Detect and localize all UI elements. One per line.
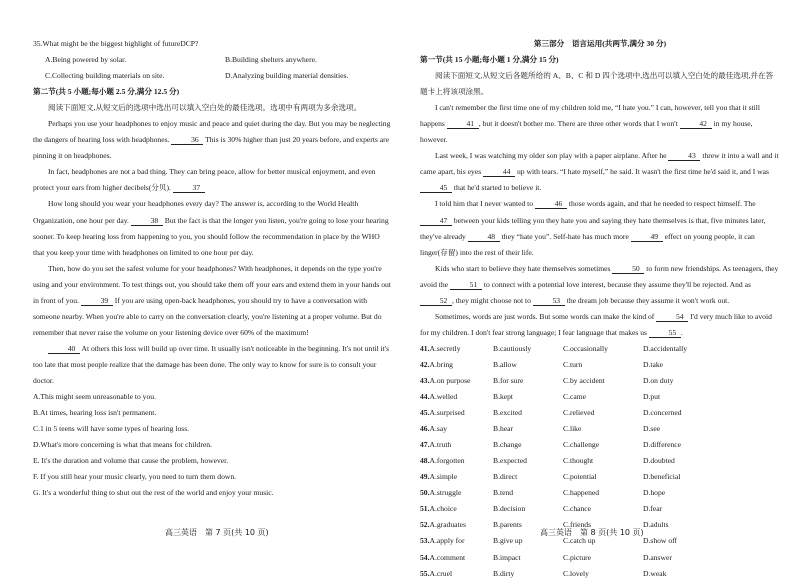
option-a: 49.A.simple <box>420 472 458 482</box>
cloze-option-row <box>420 421 780 437</box>
option-b: B.dirty <box>493 568 515 578</box>
choice-f: F. If you still hear your music clearly, you need to turn them down. <box>33 472 237 482</box>
option-a: 42.A.bring <box>420 359 453 369</box>
blank-44: 44 <box>483 167 515 177</box>
cloze-option-row <box>420 341 780 357</box>
question-number: 45. <box>420 408 430 418</box>
option-a: 45.A.surprised <box>420 408 465 418</box>
option-c: C.chance <box>563 504 592 514</box>
option-d: D.concerned <box>643 408 682 418</box>
blank-52: 52 <box>420 296 452 306</box>
option-d: D.show off <box>643 536 678 546</box>
option-d: D.beneficial <box>643 472 681 482</box>
blank-46: 46 <box>535 199 567 209</box>
q35-options <box>33 52 391 84</box>
blank-45: 45 <box>420 183 452 193</box>
question-number: 49. <box>420 472 430 482</box>
option-d: D.answer <box>643 552 672 562</box>
option-b: B.excited <box>493 408 522 418</box>
answer-choices-list <box>33 389 391 501</box>
left-page <box>33 36 391 501</box>
q35-option-b: B.Building shelters anywhere. <box>225 55 317 65</box>
cloze-option-row <box>420 373 780 389</box>
option-c: C.lovely <box>563 568 589 578</box>
blank-49: 49 <box>631 232 663 242</box>
question-number: 46. <box>420 424 430 434</box>
option-c: C.occasionally <box>563 343 608 353</box>
option-a: 54.A.comment <box>420 552 466 562</box>
blank-47: 47 <box>420 216 452 226</box>
cloze-option-row <box>420 453 780 469</box>
option-d: D.put <box>643 392 661 402</box>
option-b: B.hear <box>493 424 514 434</box>
question-number: 47. <box>420 440 430 450</box>
cloze-option-row <box>420 405 780 421</box>
option-c: C.friends <box>563 520 592 530</box>
option-c: C.challenge <box>563 440 600 450</box>
option-c: C.came <box>563 392 586 402</box>
option-a: 53.A.apply for <box>420 536 465 546</box>
option-c: C.potential <box>563 472 597 482</box>
option-d: D.doubted <box>643 456 675 466</box>
option-b: B.parents <box>493 520 522 530</box>
choice-c: C.1 in 5 teens will have some types of hearing loss. <box>33 424 190 434</box>
choice-g: G. It's a wonderful thing to shut out the rest of the world and enjoy your music. <box>33 488 274 498</box>
question-number: 48. <box>420 456 430 466</box>
option-b: B.kept <box>493 392 514 402</box>
cloze-paragraph-1: I can't remember the first time one of my children told me, “I hate you.” I can, however, tell you that it still happens 41 , but it doesn't bother me. There are three other words that I won't 42 in my house, however. <box>420 103 760 145</box>
option-d: D.adults <box>643 520 669 530</box>
option-c: C.picture <box>563 552 592 562</box>
passage-paragraph-1: Perhaps you use your headphones to enjoy music and peace and quiet during the day. But you may be neglecting the dangers of hearing loss with headphones. 36 This is 30% higher than just 20 years before, and experts are pinning it on headphones. <box>33 119 391 161</box>
section1-instruction: 阅读下面短文,从短文后各题所给的 A、B、C 和 D 四个选项中,选出可以填入空白处的最佳选项,并在答题卡上将该项涂黑。 <box>420 71 774 97</box>
question-number: 55. <box>420 568 430 578</box>
blank-41: 41 <box>447 119 479 129</box>
option-d: D.difference <box>643 440 682 450</box>
option-c: C.relieved <box>563 408 595 418</box>
blank-54: 54 <box>656 312 688 322</box>
question-number: 44. <box>420 392 430 402</box>
option-d: D.on duty <box>643 375 674 385</box>
blank-50: 50 <box>612 264 644 274</box>
section1-title: 第一节(共 15 小题;每小题 1 分,满分 15 分) <box>420 55 559 65</box>
option-b: B.allow <box>493 359 517 369</box>
option-d: D.fear <box>643 504 663 514</box>
blank-39: 39 <box>81 296 113 306</box>
option-b: B.cautiously <box>493 343 532 353</box>
q35-option-c: C.Collecting building materials on site. <box>45 71 165 81</box>
cloze-option-row <box>420 501 780 517</box>
option-b: B.decision <box>493 504 526 514</box>
question-number: 52. <box>420 520 430 530</box>
option-d: D.accidentally <box>643 343 688 353</box>
cloze-option-row <box>420 437 780 453</box>
option-a: 55.A.cruel <box>420 568 453 578</box>
question-number: 50. <box>420 488 430 498</box>
cloze-paragraph-5: Sometimes, words are just words. But some words can make the kind of 54 I'd very much like to avoid for my children. I don't fear strong language; I fear language that makes us 55 . <box>420 311 772 337</box>
option-d: D.see <box>643 424 661 434</box>
cloze-option-row <box>420 389 780 405</box>
cloze-option-row <box>420 357 780 373</box>
option-c: C.thought <box>563 456 594 466</box>
blank-43: 43 <box>668 151 700 161</box>
option-c: C.catch up <box>563 536 596 546</box>
question-number: 53. <box>420 536 430 546</box>
option-a: 52.A.graduates <box>420 520 466 530</box>
question-number: 54. <box>420 552 430 562</box>
option-b: B.give up <box>493 536 523 546</box>
q35-option-a: A.Being powered by solar. <box>45 55 127 65</box>
question-number: 42. <box>420 359 430 369</box>
option-b: B.change <box>493 440 522 450</box>
option-d: D.weak <box>643 568 667 578</box>
section2-instruction: 阅读下面短文,从短文后的选项中选出可以填入空白处的最佳选项。选项中有两项为多余选项。 <box>48 103 362 113</box>
passage-paragraph-2: In fact, headphones are not a bad thing. They can bring peace, allow for better musical enjoyment, and even protect your ears from higher decibels(分贝). 37 <box>33 167 376 193</box>
cloze-option-row <box>420 550 780 566</box>
option-b: B.expected <box>493 456 527 466</box>
choice-d: D.What's more concerning is what that means for children. <box>33 440 212 450</box>
choice-e: E. It's the duration and volume that cause the problem, however. <box>33 456 229 466</box>
cloze-option-row <box>420 566 780 582</box>
right-page <box>420 36 780 582</box>
section2-title: 第二节(共 5 小题;每小题 2.5 分,满分 12.5 分) <box>33 87 180 97</box>
option-b: B.direct <box>493 472 518 482</box>
option-d: D.take <box>643 359 664 369</box>
blank-38: 38 <box>131 216 163 226</box>
cloze-paragraph-3: I told him that I never wanted to 46 those words again, and that he needed to respect himself. The 47 between your kids telling you they hate you and saying they hate themselves is that, five minutes later, they've already 48 they “hate you”. Self-hate has much more 49 effect on young people, it can linger(存留) into the rest of their life. <box>420 199 766 257</box>
question-number: 51. <box>420 504 430 514</box>
q35-option-d: D.Analyzing building material densities. <box>225 71 349 81</box>
option-c: C.like <box>563 424 582 434</box>
q35-stem: 35.What might be the biggest highlight of futureDCP? <box>33 39 199 48</box>
passage-paragraph-4: Then, how do you set the safest volume for your headphones? With headphones, it depends on the type you're using and your environment. To test things out, you should take them off your ears and extend them in your hands out in front of you. 39 If you are using open-back headphones, you should try to have a conversation with someone nearby. When you're able to carry on the conversation clearly, you're listening at a proper volume. But do remember that never raise the volume on your listening device over 60% of the maximum! <box>33 263 391 337</box>
blank-42: 42 <box>680 119 712 129</box>
blank-48: 48 <box>468 232 500 242</box>
blank-53: 53 <box>533 296 565 306</box>
cloze-paragraph-4: Kids who start to believe they hate themselves sometimes 50 to form new friendships. As teenagers, they avoid the 51 to connect with a potential love interest, because they assume they'll be rejected. And as 52 , they might choose not to 53 the dream job because they assume it won't work out. <box>420 263 779 305</box>
blank-36: 36 <box>171 135 203 145</box>
option-b: B.impact <box>493 552 521 562</box>
choice-b: B.At times, hearing loss isn't permanent. <box>33 408 157 418</box>
cloze-option-row <box>420 485 780 501</box>
part3-title: 第三部分 语言运用(共两节,满分 30 分) <box>533 39 667 48</box>
question-number: 41. <box>420 343 430 353</box>
cloze-option-row <box>420 469 780 485</box>
cloze-paragraph-2: Last week, I was watching my older son play with a paper airplane. After he 43 threw it into a wall and it came apart, his eyes 44 up with tears. “I hate myself,” he said. It wasn't the first time he'd said it, and I was 45 that he'd started to believe it. <box>420 151 779 193</box>
option-a: 51.A.choice <box>420 504 457 514</box>
option-a: 44.A.welled <box>420 392 458 402</box>
option-c: C.by accident <box>563 375 605 385</box>
blank-37: 37 <box>173 183 205 193</box>
option-d: D.hope <box>643 488 666 498</box>
option-b: B.tend <box>493 488 514 498</box>
option-a: 48.A.forgotten <box>420 456 465 466</box>
blank-55: 55 <box>649 328 681 338</box>
option-a: 43.A.on purpose <box>420 375 471 385</box>
option-a: 41.A.secretly <box>420 343 461 353</box>
option-c: C.turn <box>563 359 583 369</box>
option-a: 46.A.say <box>420 424 448 434</box>
choice-a: A.This might seem unreasonable to you. <box>33 392 156 402</box>
page-footer-right: 高三英语 第 8 页(共 10 页) <box>540 528 644 537</box>
passage-paragraph-3: How long should you wear your headphones every day? The answer is, according to the World Health Organization, one hour per day. 38 But the fact is that the longer you listen, you're going to lose your hearing sooner. To keep hearing loss from happening to you, you should follow the recommendation in place by the WHO that you keep your time with headphones on limited to one hour per day. <box>33 199 389 257</box>
cloze-options-table <box>420 341 780 582</box>
passage-paragraph-5: 40 At others this loss will build up over time. It usually isn't noticeable in the beginning. It's not until it's too late that most people realize that the damage has been done. The only way to know for sure is to consult your doctor. <box>33 343 390 385</box>
option-b: B.for sure <box>493 375 524 385</box>
blank-40: 40 <box>48 344 80 354</box>
blank-51: 51 <box>450 280 482 290</box>
option-a: 50.A.struggle <box>420 488 462 498</box>
option-c: C.happened <box>563 488 600 498</box>
question-number: 43. <box>420 375 430 385</box>
option-a: 47.A.truth <box>420 440 452 450</box>
page-footer-left: 高三英语 第 7 页(共 10 页) <box>165 528 269 537</box>
